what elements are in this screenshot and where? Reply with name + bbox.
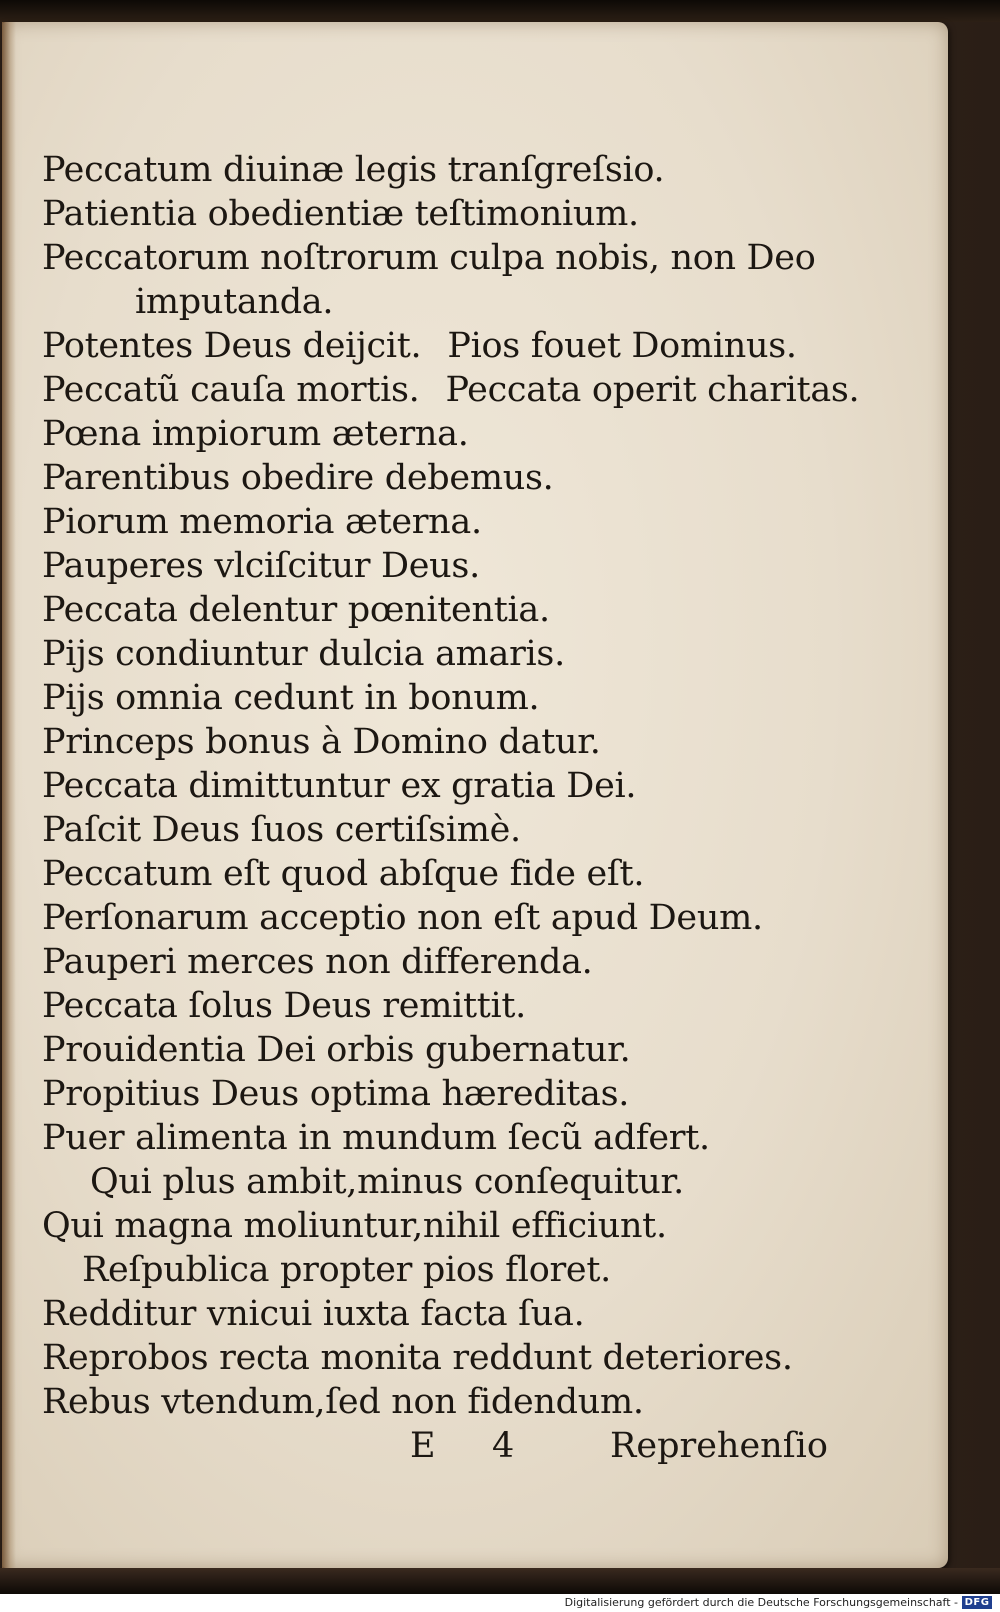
- text-line: Reprobos recta monita reddunt deteriores.: [42, 1338, 793, 1378]
- scan-top-edge: [0, 0, 1000, 22]
- text-line: Qui plus ambit,minus conſequitur.: [90, 1162, 684, 1202]
- page-gutter-shadow: [2, 22, 16, 1568]
- text-line: Pios fouet Dominus.: [447, 326, 797, 366]
- text-line-pair: [42, 324, 872, 368]
- signature-mark: E: [410, 1426, 436, 1466]
- text-line: Paſcit Deus ſuos certiſsimè.: [42, 810, 521, 850]
- digitization-credit: Digitalisierung gefördert durch die Deutsche Forschungsgemeinschaft -: [564, 1596, 958, 1609]
- signature-number: 4: [492, 1426, 515, 1466]
- text-line-pair: [42, 368, 872, 412]
- text-line: Pœna impiorum æterna.: [42, 414, 469, 454]
- text-line: Peccatorum noſtrorum culpa nobis, non Deo: [42, 238, 816, 278]
- text-line: Qui magna moliuntur,nihil efficiunt.: [42, 1206, 667, 1246]
- dfg-logo: DFG: [962, 1596, 992, 1609]
- text-line: Peccatũ cauſa mortis.: [42, 370, 420, 410]
- text-line: Potentes Deus deijcit.: [42, 326, 422, 366]
- text-line: Piorum memoria æterna.: [42, 502, 482, 542]
- text-line: Peccata dimittuntur ex gratia Dei.: [42, 766, 637, 806]
- text-line: Puer alimenta in mundum ſecũ adfert.: [42, 1118, 710, 1158]
- text-line: Peccatum eſt quod abſque fide eſt.: [42, 854, 645, 894]
- text-line-continuation: imputanda.: [135, 282, 334, 322]
- page-foot: [410, 1424, 830, 1468]
- text-line: Peccata delentur pœnitentia.: [42, 590, 550, 630]
- text-line: Peccata operit charitas.: [445, 370, 860, 410]
- text-line: Pijs omnia cedunt in bonum.: [42, 678, 540, 718]
- catchword: Reprehenſio: [610, 1426, 828, 1466]
- proverb-list: [42, 148, 872, 1424]
- text-line: Rebus vtendum,ſed non fidendum.: [42, 1382, 644, 1422]
- text-line: Pauperi merces non differenda.: [42, 942, 593, 982]
- scan-bottom-edge: [0, 1568, 1000, 1594]
- text-line: Reſpublica propter pios floret.: [82, 1250, 611, 1290]
- text-line: Parentibus obedire debemus.: [42, 458, 554, 498]
- text-line: Perſonarum acceptio non eſt apud Deum.: [42, 898, 763, 938]
- text-line: Peccata ſolus Deus remittit.: [42, 986, 527, 1026]
- text-line: Propitius Deus optima hæreditas.: [42, 1074, 630, 1114]
- text-line: Pauperes vlciſcitur Deus.: [42, 546, 480, 586]
- text-line: Peccatum diuinæ legis tranſgreſsio.: [42, 150, 665, 190]
- text-line: Redditur vnicui iuxta facta ſua.: [42, 1294, 585, 1334]
- text-line: Princeps bonus à Domino datur.: [42, 722, 601, 762]
- text-line: Prouidentia Dei orbis gubernatur.: [42, 1030, 631, 1070]
- text-line: Patientia obedientiæ teſtimonium.: [42, 194, 639, 234]
- text-line: Pijs condiuntur dulcia amaris.: [42, 634, 565, 674]
